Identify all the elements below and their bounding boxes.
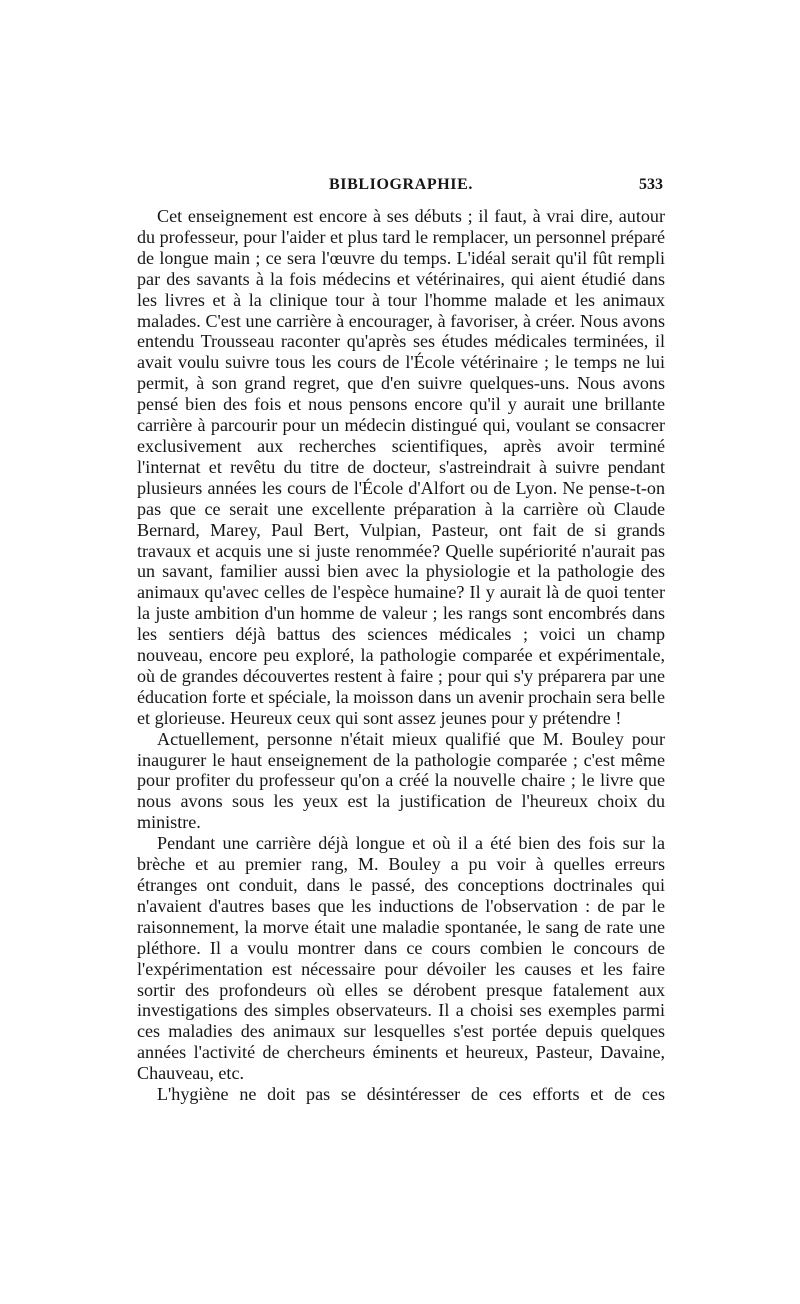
- paragraph-4: L'hygiène ne doit pas se désintéresser de ces efforts et de ces: [157, 1084, 665, 1105]
- page-number: 533: [639, 176, 663, 193]
- running-title: BIBLIOGRAPHIE.: [329, 176, 473, 193]
- paragraph-2: Actuellement, personne n'était mieux qualifié que M. Bouley pour inaugurer le haut enseignement de la pathologie comparée ; c'est même pour profiter du professeur qu'on a créé la nouvelle chaire ; le livre que nous avons sous les yeux est la justification de l'heureux choix du ministre.: [137, 728, 665, 833]
- running-head: [137, 176, 665, 202]
- paragraph-3: Pendant une carrière déjà longue et où il a été bien des fois sur la brèche et au premier rang, M. Bouley a pu voir à quelles erreurs étranges ont conduit, dans le passé, des conceptions doctrinales qui n'avaient d'autres bases que les inductions de l'observation : de par le raisonnement, la morve était une maladie spontanée, le sang de rate une pléthore. Il a voulu montrer dans ce cours combien le concours de l'expérimentation est nécessaire pour dévoiler les causes et les faire sortir des profondeurs où elles se dérobent presque fatalement aux investigations des simples observateurs. Il a choisi ses exemples parmi ces maladies des animaux sur lesquelles s'est portée depuis quelques années l'activité de chercheurs éminents et heureux, Pasteur, Davaine, Chauveau, etc.: [137, 833, 665, 1084]
- text-block: [137, 206, 665, 1105]
- paragraph-1: Cet enseignement est encore à ses débuts ; il faut, à vrai dire, autour du professeur, pour l'aider et plus tard le remplacer, un personnel préparé de longue main ; ce sera l'œuvre du temps. L'idéal serait qu'il fût rempli par des savants à la fois médecins et vétérinaires, qui aient étudié dans les livres et à la clinique tour à tour l'homme malade et les animaux malades. C'est une carrière à encourager, à favoriser, à créer. Nous avons entendu Trousseau raconter qu'après ses études médicales terminées, il avait voulu suivre tous les cours de l'École vétérinaire ; le temps ne lui permit, à son grand regret, que d'en suivre quelques-uns. Nous avons pensé bien des fois et nous pensons encore qu'il y aurait une brillante carrière à parcourir pour un médecin distingué qui, voulant se consacrer exclusivement aux recherches scientifiques, après avoir terminé l'internat et revêtu du titre de docteur, s'astreindrait à suivre pendant plusieurs années les cours de l'École d'Alfort ou de Lyon. Ne pense-t-on pas que ce serait une excellente préparation à la carrière où Claude Bernard, Marey, Paul Bert, Vulpian, Pasteur, ont fait de si grands travaux et acquis une si juste renommée? Quelle supériorité n'aurait pas un savant, familier aussi bien avec la physiologie et la pathologie des animaux qu'avec celles de l'espèce humaine? Il y aurait là de quoi tenter la juste ambition d'un homme de valeur ; les rangs sont encombrés dans les sentiers déjà battus des sciences médicales ; voici un champ nouveau, encore peu exploré, la pathologie comparée et expérimentale, où de grandes découvertes restent à faire ; pour qui s'y préparera par une éducation forte et spéciale, la moisson dans un avenir prochain sera belle et glorieuse. Heureux ceux qui sont assez jeunes pour y prétendre !: [137, 206, 665, 728]
- page: [137, 176, 665, 1105]
